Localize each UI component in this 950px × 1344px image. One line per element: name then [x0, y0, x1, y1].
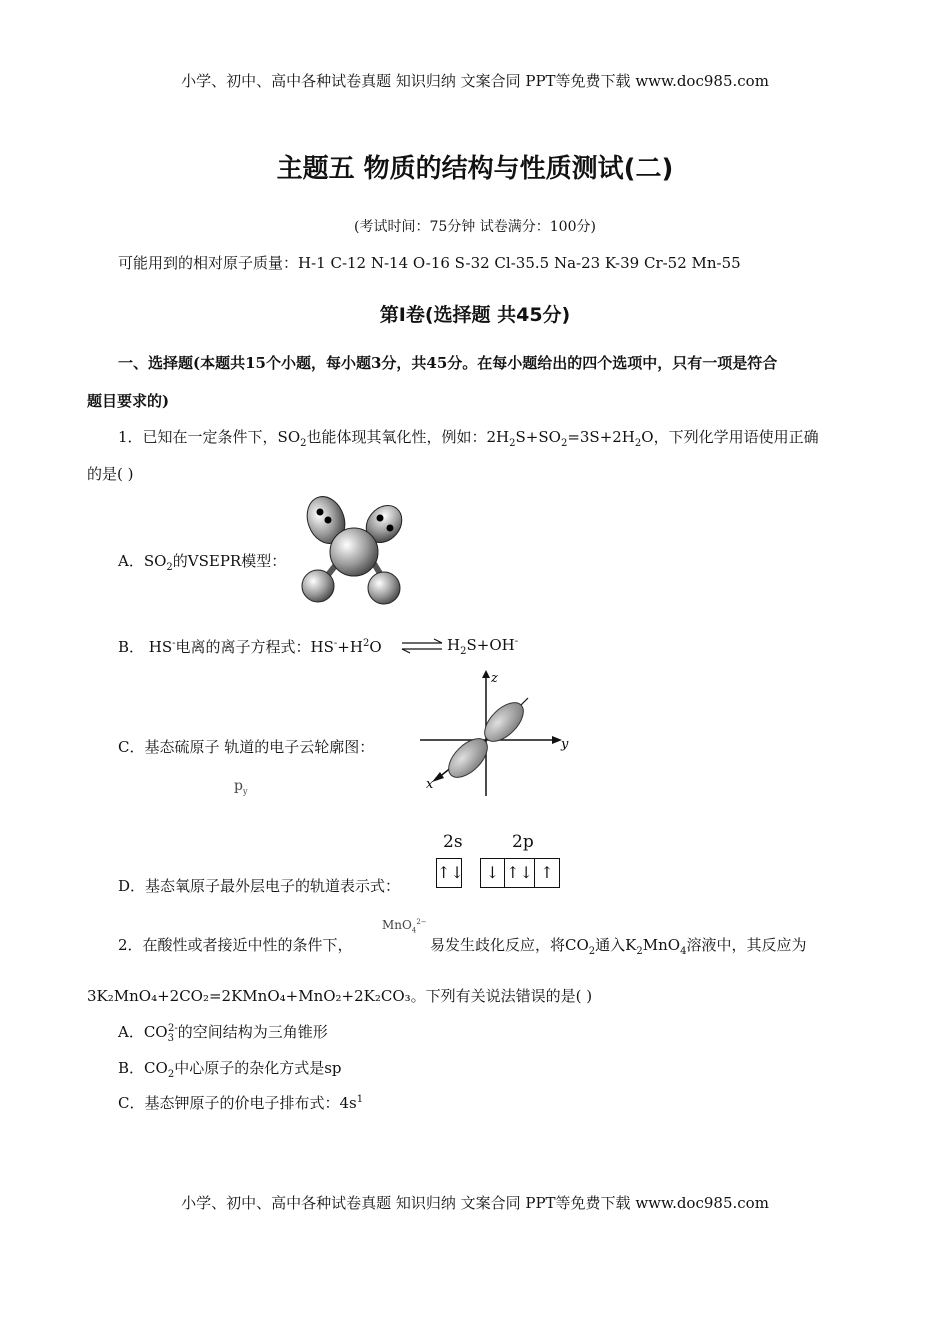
q1-option-d: D．基态氧原子最外层电子的轨道表示式：: [118, 877, 401, 895]
part-heading-line2: 题目要求的): [87, 392, 170, 410]
q2-equation-line: 3K₂MnO₄+2CO₂=2KMnO₄+MnO₂+2K₂CO₃。下列有关说法错误的是( ): [87, 987, 593, 1005]
orbital-box-2s: [436, 858, 462, 888]
page-header: 小学、初中、高中各种试卷真题 知识归纳 文案合同 PPT等免费下载 www.doc985.com: [181, 72, 769, 90]
q2-stem-pre: 2．在酸性或者接近中性的条件下，: [118, 936, 353, 954]
q1-orbital-label: $p_y$: [234, 778, 248, 796]
q1-option-b: B． HS-电离的离子方程式：$HS^-+H^2O$: [118, 638, 382, 656]
q2-option-b: B．$CO_2$中心原子的杂化方式是sp: [118, 1059, 342, 1080]
orbital-2p-cell-2: ↑↓: [505, 859, 535, 887]
q2-option-c: C．基态钾原子的价电子排布式：$4s^1$: [118, 1094, 364, 1112]
orbital-2p-cell-1: ↓: [481, 859, 505, 887]
section-title: 第Ⅰ卷(选择题 共45分): [379, 304, 571, 326]
q2-ion: MnO$_4^{2-}$: [382, 918, 427, 935]
vsepr-model-icon: [298, 492, 414, 608]
q2-stem-post: 易发生歧化反应，将$CO_2$通入$K_2MnO_4$溶液中，其反应为: [430, 936, 807, 957]
exam-info: (考试时间：75分钟 试卷满分：100分): [354, 219, 596, 235]
q1-stem: 1．已知在一定条件下，$SO_2$也能体现其氧化性，例如：$2H_2S+SO_2=3S+2H_2O$，下列化学用语使用正确: [118, 428, 819, 449]
atomic-masses: 可能用到的相对原子质量：H-1 C-12 N-14 O-16 S-32 Cl-35.5 Na-23 K-39 Cr-52 Mn-55: [118, 254, 741, 272]
axis-z-label: z: [491, 671, 498, 686]
equilibrium-arrow-icon: [400, 638, 444, 654]
orbital-box-2p: [480, 858, 560, 888]
p-orbital-diagram: [416, 668, 576, 800]
label-2s: 2s: [443, 832, 463, 852]
orbital-2p-cell-3: ↑: [540, 863, 554, 882]
q1-stem-line2: 的是( ): [87, 465, 134, 483]
q1-option-b-right: $H_2S+OH^-$: [447, 636, 519, 657]
part-heading-line1: 一、选择题(本题共15个小题，每小题3分，共45分。在每小题给出的四个选项中，只有一项是符合: [118, 354, 778, 372]
q2-option-a: A．$CO_3^{2-}$的空间结构为三角锥形: [118, 1023, 328, 1044]
orbital-2s-cell: ↑↓: [437, 863, 464, 882]
q1-option-a: A．$SO_2$的VSEPR模型：: [118, 552, 287, 573]
q1-option-c: C．基态硫原子 轨道的电子云轮廓图：: [118, 738, 375, 756]
axis-x-label: x: [426, 777, 434, 792]
page-title: 主题五 物质的结构与性质测试(二): [276, 154, 674, 184]
page-footer: 小学、初中、高中各种试卷真题 知识归纳 文案合同 PPT等免费下载 www.doc985.com: [181, 1194, 769, 1212]
label-2p: 2p: [512, 832, 534, 852]
axis-y-label: y: [561, 737, 569, 752]
